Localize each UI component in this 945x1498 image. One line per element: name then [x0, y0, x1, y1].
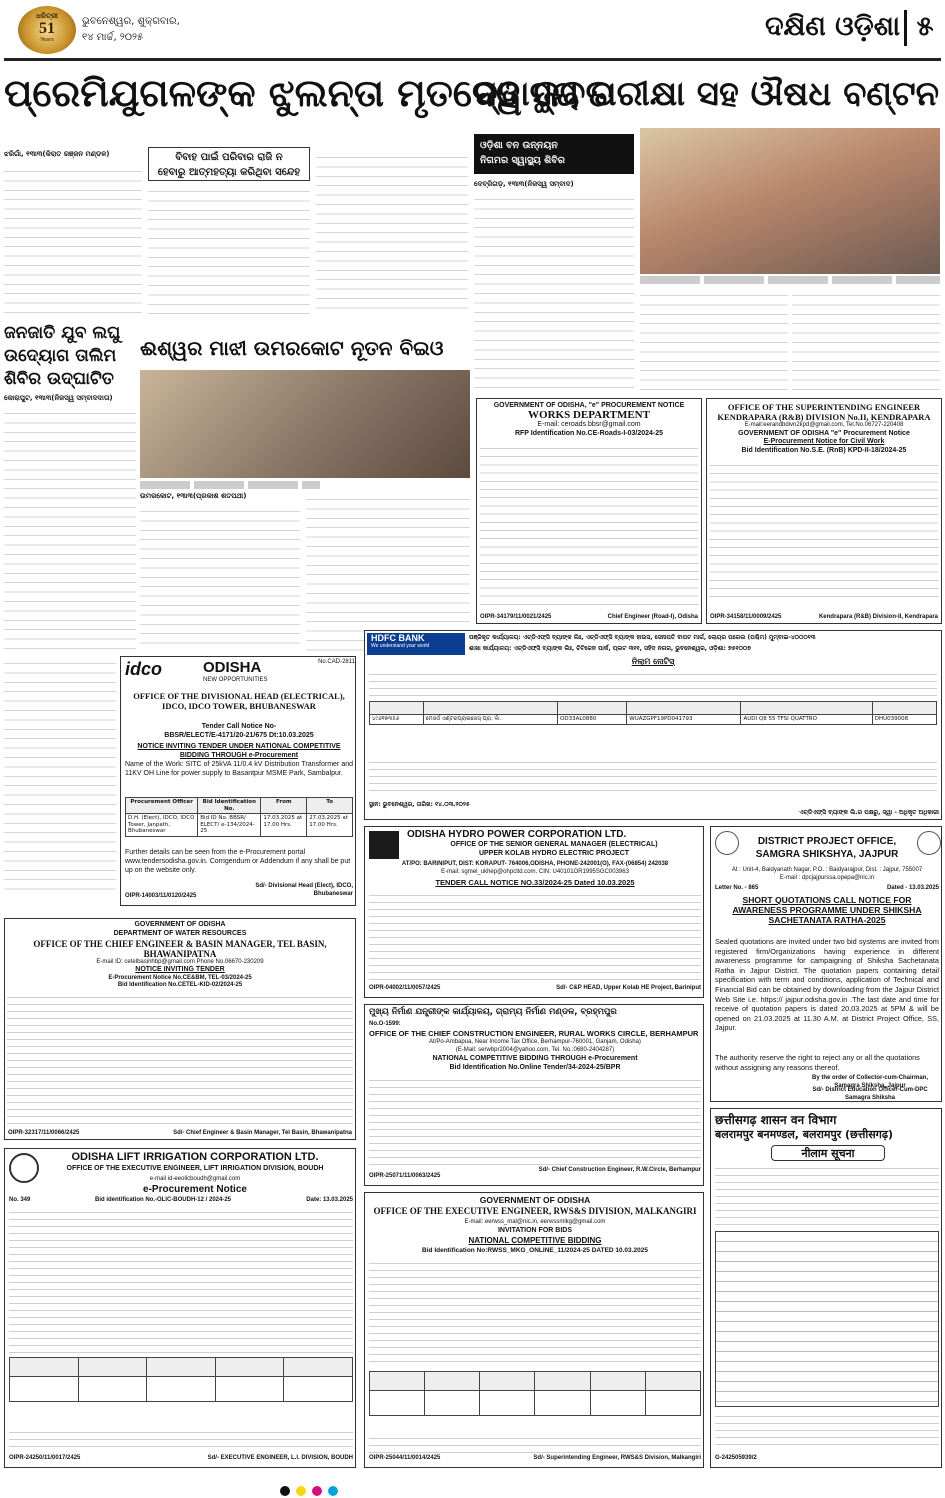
- kendrapara-title: OFFICE OF THE SUPERINTENDING ENGINEER KENDRAPARA (R&B) DIVISION No.II, KENDRAPARA: [717, 402, 931, 422]
- health-dateline: ଦେବ୍ରିଗଡ଼, ୧୩ା୩(ନିଜସ୍ୱ ସମ୍ବାଦ): [474, 180, 574, 188]
- water-govt: GOVERNMENT OF ODISHA: [134, 921, 226, 928]
- main-headline: ପ୍ରେମିଯୁଗଳଙ୍କ ଝୁଲନ୍ତା ମୃତଦେହ ଜବତ: [4, 71, 613, 115]
- malkangiri-body: [369, 1258, 701, 1368]
- health-camp-photo: [640, 128, 940, 274]
- berhampur-odia-header: ମୁଖ୍ୟ ନିର୍ମାଣ ଯନ୍ତ୍ରୀଙ୍କ କାର୍ଯ୍ୟାଳୟ, ଗ୍ରାମ୍ୟ ନିର୍ମାଣ ମଣ୍ଡଳ, ବ୍ରହ୍ମପୁର: [369, 1007, 617, 1017]
- hdfc-loan-no: ୪୯୬୧୭୩୫୬: [370, 715, 424, 725]
- works-email: E-mail: ceroads.bbsr@gmail.com: [537, 421, 641, 428]
- beo-dateline: ଉମରକୋଟ, ୧୩ା୩(ପ୍ରକାଶ ଶତପଥୀ): [140, 492, 247, 500]
- olic-logo: [9, 1153, 39, 1183]
- ohpc-sub2: UPPER KOLAB HYDRO ELECTRIC PROJECT: [478, 850, 630, 857]
- works-footer-right: Chief Engineer (Road-I), Odisha: [607, 613, 698, 620]
- idco-td-bid: Bid ID No. BBSR/ ELECT/ e-134/2024-25: [198, 814, 261, 837]
- ohpc-logo: [369, 831, 399, 859]
- ohpc-body: [369, 890, 701, 982]
- hdfc-sign: ଏଚ୍‌ଡିଏଫ୍‌ସି ବ୍ୟାଙ୍କ ଲି.ର ପକ୍ଷରୁ, ସ୍ୱା - ଅଧିକୃତ ଅଧିକାରୀ: [799, 809, 939, 816]
- works-footer-left: OIPR-34179/11/0021/2425: [480, 613, 552, 620]
- hdfc-intro: [369, 669, 937, 699]
- cg-notice: नीलाम सूचना: [771, 1145, 885, 1161]
- dateline: [82, 14, 252, 50]
- hdfc-logo: [367, 633, 465, 655]
- hdfc-reg-no: OD33AL0880: [558, 715, 627, 725]
- hdfc-heading: ନିଲାମ ନୋଟିସ୍: [631, 657, 675, 666]
- youth-headline: ଜନଜାତି ଯୁବ ଲଘୁ ଉଦ୍ୟୋଗ ତାଲିମ ଶିବିର ଉଦ୍‌ଘାଟିତ: [4, 323, 121, 389]
- water-bid: Bid Identification No.CETEL-KID-02/2024-25: [117, 982, 243, 989]
- hdfc-place: ସ୍ଥାନ: ଭୁବନେଶ୍ୱର, ତାରିଖ: ୧୪.୦୩.୨୦୨୫: [369, 801, 470, 808]
- youth-column: [4, 406, 136, 654]
- ohpc-footer-left: OIPR-04002/11/0057/2425: [369, 985, 441, 991]
- lift-footer-left: OIPR-24250/11/0017/2425: [9, 1455, 81, 1461]
- water-email: E-mail ID: cetelbasinhbp@gmail.com Phone No.06670-230209: [96, 958, 264, 965]
- ohpc-footer-right: Sd/- C&P HEAD, Upper Kolab HE Project, Bariniput: [556, 985, 701, 991]
- masthead-rule: [4, 58, 941, 61]
- idco-title: OFFICE OF THE DIVISIONAL HEAD (ELECTRICAL), IDCO, IDCO TOWER, BHUBANESWAR: [133, 691, 345, 711]
- berhampur-body: [369, 1075, 701, 1169]
- cg-table: [715, 1231, 939, 1407]
- registration-mark-black: [280, 1486, 290, 1496]
- idco-td-from: 17.03.2025 at 17.00 Hrs.: [261, 814, 307, 837]
- hdfc-chassis: WUAZGPF19PD041793: [627, 715, 741, 725]
- page-number: ୫: [916, 11, 934, 42]
- health-headline: ସ୍ୱାସ୍ଥ୍ୟ ପରୀକ୍ଷା ସହ ଔଷଧ ବଣ୍ଟନ: [474, 74, 940, 114]
- berhampur-addr: At/Po-Ambapua, Near Income Tax Office, Berhampur-760001, Ganjam, Odisha): [429, 1039, 641, 1045]
- chhattisgarh-ad: [710, 1108, 942, 1468]
- emblem-logo: [917, 831, 941, 855]
- malkangiri-title: OFFICE OF THE EXECUTIVE ENGINEER, RWS&S DIVISION, MALKANGIRI: [373, 1206, 697, 1216]
- lift-body: [9, 1207, 353, 1353]
- youth-dateline: କୋରାପୁଟ, ୧୩ା୩(ନିଜସ୍ୱ ସମ୍ବାଦଦାତା): [4, 394, 113, 402]
- malkangiri-footer-right: Sd/- Superintending Engineer, RWS&S Division, Malkangiri: [533, 1455, 701, 1461]
- kendrapara-footer-right: Kendrapara (R&B) Division-II, Kendrapara: [818, 613, 938, 620]
- jajpur-letter: Letter No. - 865: [715, 885, 759, 891]
- section-name: ଦକ୍ଷିଣ ଓଡ଼ିଶା: [764, 11, 900, 42]
- berhampur-footer-right: Sd/- Chief Construction Engineer, R.W.Circle, Berhampur: [538, 1167, 701, 1173]
- kendrapara-footer-left: OIPR-34158/11/0009/2425: [710, 613, 782, 620]
- jajpur-order: By the order of Collector-cum-Chairman, Samagra Shiksha, Jajpur: [811, 1075, 928, 1089]
- beo-column1: [140, 504, 300, 652]
- health-column2: [640, 288, 788, 392]
- dateline-day: ଭୁବନେଶ୍ୱର, ଶୁକ୍ରବାର,: [82, 16, 180, 27]
- water-footer-left: OIPR-32317/11/0066/2425: [8, 1129, 80, 1136]
- story1-subhead-box: [148, 147, 310, 181]
- odisha-logo: ODISHA: [203, 659, 262, 676]
- malkangiri-inv: INVITATION FOR BIDS: [497, 1227, 573, 1234]
- odisha-tagline: NEW OPPORTUNITIES: [203, 677, 268, 683]
- anniversary-badge: [18, 6, 76, 54]
- kendrapara-sub: E-Procurement Notice for Civil Work: [763, 438, 885, 446]
- beo-headline: ଈଶ୍ୱର ମାଝୀ ଉମରକୋଟ ନୂତନ ବିଇଓ: [140, 336, 444, 360]
- malkangiri-ncb: NATIONAL COMPETITIVE BIDDING: [468, 1236, 602, 1245]
- lift-table: [9, 1357, 353, 1421]
- lift-bid: Bid identification No.-OLIC-BOUDH-12 / 2024-25: [94, 1197, 232, 1203]
- idco-th-to: To: [307, 798, 353, 814]
- cg-ref: G-242505939/2: [715, 1455, 757, 1461]
- kendrapara-notice: GOVERNMENT OF ODISHA "e" Procurement Notice: [738, 429, 910, 437]
- jajpur-ad: [710, 826, 942, 1102]
- beo-photo-caption: [140, 481, 320, 489]
- beo-photo: [140, 370, 470, 478]
- cg-title1: छत्तीसगढ़ शासन वन विभाग: [715, 1113, 837, 1127]
- hdfc-table: [369, 701, 937, 753]
- water-nit: NOTICE INVITING TENDER: [135, 966, 225, 973]
- subhead-line2: ହେବାରୁ ଆତ୍ମହତ୍ୟା କରିଥିବା ସନ୍ଦେହ: [157, 167, 301, 178]
- beo-column2: [306, 492, 470, 652]
- youth-column-continued: [4, 656, 116, 890]
- berhampur-title: OFFICE OF THE CHIEF CONSTRUCTION ENGINEER, RURAL WORKS CIRCLE, BERHAMPUR: [369, 1029, 699, 1038]
- registration-mark-yellow: [296, 1486, 306, 1496]
- health-column3: [792, 288, 940, 392]
- idco-further: Further details can be seen from the e-Procurement portal www.tendersodisha.gov.in. Corrigendum or Addendum if any shall be put up on the website only.: [125, 849, 351, 874]
- berhampur-no: No.O-1599:: [369, 1021, 401, 1027]
- health-headline-box: ଓଡ଼ିଶା ବନ ଉନ୍ନୟନ ନିଗମର ସ୍ୱାସ୍ଥ୍ୟ ଶିବିର: [474, 134, 634, 174]
- hdfc-borrower: ମେସର୍ସ ଏଣ୍ଟରପ୍ରାଇଜେସ୍ ପ୍ରା. ଲି.: [423, 715, 557, 725]
- idco-cad: No.CAD-2811: [318, 659, 355, 665]
- ohpc-tender: TENDER CALL NOTICE NO.33/2024-25 Dated 10.03.2025: [435, 878, 635, 887]
- hdfc-terms: [369, 757, 937, 797]
- malkangiri-footer-left: OIPR-25044/11/0014/2425: [369, 1455, 441, 1461]
- registration-mark-magenta: [312, 1486, 322, 1496]
- water-body: [7, 992, 353, 1124]
- subhead-line1: ବିବାହ ପାଇଁ ପରିବାର ରାଜି ନ: [175, 152, 283, 163]
- hdfc-regd-office: ପଞ୍ଜିକୃତ କାର୍ଯ୍ୟାଳୟ: ଏଚ୍‌ଡିଏଫ୍‌ସି ବ୍ୟାଙ୍କ ଲିଃ, ଏଚ୍‌ଡିଏଫ୍‌ସି ବ୍ୟାଙ୍କ ହାଉସ, ସେନାପତି ବାପଟ ମାର୍ଗ, ଲୋୟର ପରେଲ (ପଶ୍ଚିମ) ମୁମ୍ବାଇ-୪୦୦୦୧୩: [469, 634, 816, 641]
- health-column1: [474, 192, 634, 392]
- hdfc-ad: [364, 630, 942, 820]
- idco-footer-left: OIPR-14003/11/0120/2425: [125, 893, 197, 899]
- lift-irrigation-ad: [4, 1148, 356, 1468]
- cg-title2: बलरामपुर बनमण्डल, बलरामपुर (छत्तीसगढ़): [715, 1128, 894, 1141]
- malkangiri-ad: [364, 1192, 704, 1468]
- idco-work: Name of the Work: SITC of 25kVA 11/0.4 kV Distribution Transformer and 11KV OH Line for power supply to Basantpur MSME Park, Sambalpur.: [125, 761, 353, 777]
- kendrapara-bid: Bid Identification No.S.E. (RnB) KPD-II-18/2024-25: [741, 447, 907, 454]
- works-govt: GOVERNMENT OF ODISHA, "e" PROCUREMENT NOTICE: [493, 402, 685, 409]
- idco-ad: [120, 656, 356, 906]
- works-dept-ad: [476, 398, 702, 624]
- malkangiri-bid: Bid Identification No:RWSS_MKG_ONLINE_11/2024-25 DATED 10.03.2025: [422, 1247, 648, 1254]
- works-title: WORKS DEPARTMENT: [528, 409, 650, 421]
- water-resources-ad: [4, 918, 356, 1140]
- lift-title: ODISHA LIFT IRRIGATION CORPORATION LTD.: [71, 1151, 319, 1163]
- lift-notice: e-Procurement Notice: [143, 1184, 247, 1195]
- hdfc-branch-office: ଶାଖା କାର୍ଯ୍ୟାଳୟ: ଏଚ୍‌ଡିଏଫ୍‌ସି ବ୍ୟାଙ୍କ ଲିଃ, ଚିଟିଜେନ ପାର୍କ, ପ୍ଲଟ ୩୧୧, ସହିଦ ନଗର, ଭୁବନେଶ୍ୱର, ଓଡ଼ିଶା: ୭୫୧୦୦୭: [469, 645, 751, 652]
- works-rfp: RFP Identification No.CE-Roads-I-03/2024-25: [514, 429, 664, 437]
- story1-dateline: ଝରିଗାଁ, ୧୩ା୩(କିରାତ ରଞ୍ଜନ ମଣ୍ଡଳ): [4, 150, 110, 158]
- berhampur-ad: [364, 1004, 704, 1186]
- health-photo-caption: [640, 276, 940, 284]
- idco-th-bid: Bid Identification No.: [198, 798, 261, 814]
- idco-th-from: From: [261, 798, 307, 814]
- berhampur-ncb: NATIONAL COMPETITIVE BIDDING THROUGH e-Procurement: [432, 1055, 638, 1062]
- idco-th-officer: Procurement Officer: [126, 798, 198, 814]
- ohpc-ad: [364, 826, 704, 998]
- ohpc-addr: AT/PO: BARINIPUT, DIST: KORAPUT- 764006,ODISHA, PHONE-242001(O), FAX-(06854) 242038: [401, 861, 669, 867]
- lift-email: e-mail id-eeolicboudh@gmail.com: [149, 1176, 241, 1182]
- dateline-date: ୧୪ ମାର୍ଚ୍ଚ, ୨୦୨୫: [82, 32, 144, 43]
- jajpur-authority: The authority reserve the right to reject any or all the quotations without assigning any reasons thereof.: [715, 1053, 920, 1072]
- malkangiri-table: [369, 1371, 701, 1429]
- lift-notes: [9, 1427, 353, 1451]
- cg-notes: [715, 1411, 939, 1451]
- samagra-logo: [715, 831, 739, 855]
- ohpc-sub1: OFFICE OF THE SENIOR GENERAL MANAGER (ELECTRICAL): [450, 841, 658, 848]
- lift-footer-right: Sd/- EXECUTIVE ENGINEER, L.I. DIVISION, BOUDH: [207, 1455, 353, 1461]
- water-footer-right: Sd/- Chief Engineer & Basin Manager, Tel Basin, Bhawanipatna: [173, 1129, 352, 1136]
- idco-table: [125, 797, 353, 839]
- lift-no: No. 349: [9, 1197, 31, 1203]
- berhampur-bid: Bid Identification No.Online Tender/34-2024-25/BPR: [449, 1064, 621, 1071]
- cg-intro: [715, 1163, 939, 1227]
- hdfc-tagline: We understand your world: [371, 643, 430, 649]
- jajpur-dated: Dated - 13.03.2025: [886, 885, 939, 891]
- lift-sub: OFFICE OF THE EXECUTIVE ENGINEER, LIFT IRRIGATION DIVISION, BOUDH: [66, 1165, 324, 1172]
- idco-td-to: 27.03.2025 at 17.00 Hrs.: [307, 814, 353, 837]
- jajpur-title: DISTRICT PROJECT OFFICE, SAMGRA SHIKSHYA, JAJPUR: [755, 836, 899, 860]
- anniversary-label: ଧରିତ୍ରୀ: [36, 12, 58, 20]
- jajpur-body: Sealed quotations are invited under two bid systems are invited from registered firm/Organizations having experience in different awareness programme for campaigning of Shiksha Sachetanata Ratha in Jajpur District. The quotation papers containing detail specification with term and conditions, application of Technical and Financial Bid can be obtained by downloading from the Jajpur District Web Site i.e. https:// jajpur.odisha.gov.in .The last date and time for receive of quotation papers is dated 20.03.2025 at 5PM & will be opened on 21.03.2025 at 11.30 A.M. at District Project Office, SS, Jajpur.: [715, 937, 939, 1033]
- kendrapara-body: [710, 459, 938, 599]
- idco-tender-no: BBSR/ELECT/E-4171/20-21/675 Dt:10.03.2025: [164, 732, 314, 739]
- ohpc-title: ODISHA HYDRO POWER CORPORATION LTD.: [407, 829, 627, 840]
- idco-nit: NOTICE INVITING TENDER UNDER NATIONAL COMPETITIVE BIDDING THROUGH e-Procurement: [137, 743, 341, 759]
- anniversary-number: 51: [39, 20, 55, 37]
- kendrapara-ad: [706, 398, 942, 624]
- idco-tender-label: Tender Call Notice No-: [201, 723, 277, 730]
- works-body: [480, 442, 698, 612]
- story1-column3: [316, 150, 468, 317]
- jajpur-sign: Sd/- District Education Officer-Cum-DPC Samagra Shiksha: [812, 1087, 928, 1101]
- idco-logo: idco: [125, 659, 163, 679]
- section-divider: [904, 10, 907, 46]
- berhampur-footer-left: OIPR-25071/11/0063/2425: [369, 1173, 441, 1179]
- idco-footer-right: Sd/- Divisional Head (Elect), IDCO, Bhubaneswar: [255, 883, 353, 897]
- story1-column1: [4, 164, 142, 317]
- malkangiri-notes: [369, 1433, 701, 1453]
- berhampur-email: (E-Mail: serwbpr2004@yahoo.com, Tel. No.:0680-2404287): [455, 1047, 615, 1053]
- story1-column2: [148, 184, 310, 317]
- idco-td-officer: D.H. (Elect), IDCO, IDCO Tower, Janpath, Bhubaneswar: [126, 814, 198, 837]
- registration-mark-cyan: [328, 1486, 338, 1496]
- malkangiri-email: E-mail: eerwss_mal@nic.in, eerwssmlkg@gmail.com: [464, 1219, 606, 1225]
- lift-date: Date: 13.03.2025: [306, 1197, 353, 1203]
- hdfc-model: AUDI Q8 55 TFSI QUATTRO: [741, 715, 872, 725]
- water-title: OFFICE OF THE CHIEF ENGINEER & BASIN MANAGER, TEL BASIN, BHAWANIPATNA: [33, 938, 327, 959]
- hdfc-engine: DHU039008: [872, 715, 936, 725]
- jajpur-heading: SHORT QUOTATIONS CALL NOTICE FOR AWARENESS PROGRAMME UNDER SHIKSHA SACHETANATA RATHA-2025: [732, 895, 922, 925]
- water-dept: DEPARTMENT OF WATER RESOURCES: [113, 929, 247, 937]
- jajpur-addr: At : Unit-4, Baidyanath Nagar, P.O. : Baidyarajpur, Dist. : Jajpur, 755007: [731, 867, 923, 873]
- ohpc-email: E-mail: sgmel_ukhep@ohpcltd.com, CIN: U40101OR1995SGC003963: [441, 869, 629, 875]
- hdfc-brand: HDFC BANK: [371, 633, 425, 643]
- anniversary-sub: Years: [40, 37, 54, 43]
- water-enit: E-Procurement Notice No.CE&BM, TEL-03/2024-25: [108, 974, 252, 981]
- malkangiri-govt: GOVERNMENT OF ODISHA: [479, 1195, 591, 1205]
- jajpur-email: E-mail : dpcjajpurssa.opepa@nic.in: [779, 875, 875, 881]
- kendrapara-email: E-mail:eerandbdivn2kpd@gmail.com, Tel.No.06727-220408: [744, 422, 904, 428]
